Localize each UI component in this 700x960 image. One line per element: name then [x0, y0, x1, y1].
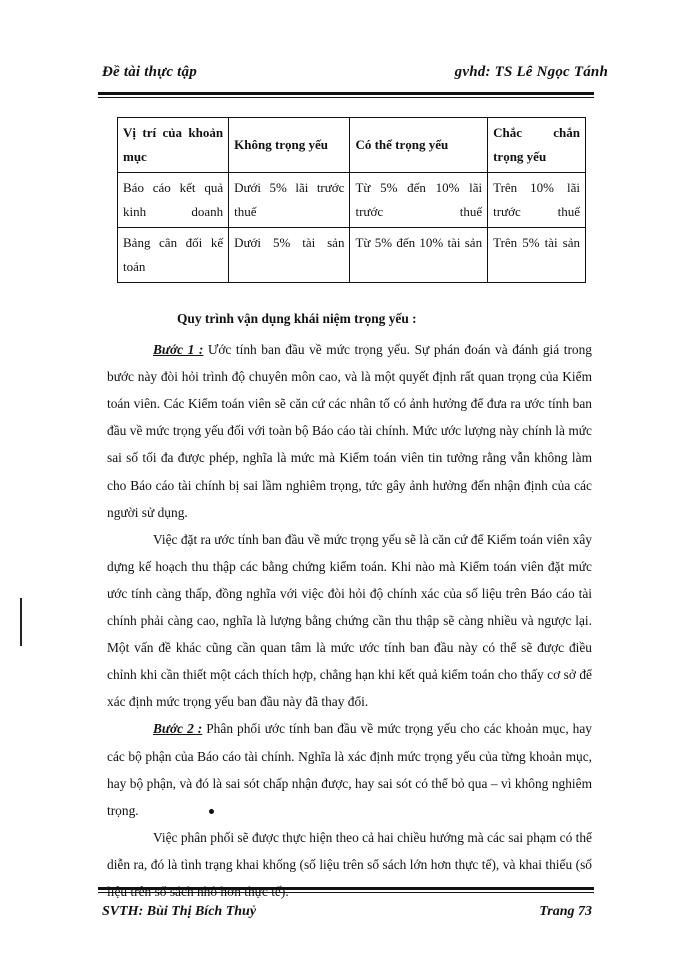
step-2-label: Bước 2 :	[153, 721, 203, 737]
table-cell: Trên 10% lãi trước thuế	[488, 173, 586, 228]
table-cell: Báo cáo kết quả kinh doanh	[118, 173, 229, 228]
header-rule	[98, 92, 594, 95]
header-advisor: gvhd: TS Lê Ngọc Tánh	[454, 64, 608, 80]
table-header-cell: Chắc chắn trọng yếu	[488, 118, 586, 173]
footer-rule	[98, 887, 594, 890]
table-cell: Bảng cân đối kế toán	[118, 228, 229, 283]
table-row	[118, 173, 586, 228]
body-text	[107, 305, 592, 905]
footer-page-number: Trang 73	[539, 904, 592, 919]
table-cell: Dưới 5% lãi trước thuế	[229, 173, 350, 228]
step-1-text: Ước tính ban đầu về mức trọng yếu. Sự phán đoán và đánh giá trong bước này đòi hỏi trình độ chuyên môn cao, và là một quyết định rất quan trọng của Kiểm toán viên. Các Kiểm toán viên sẽ căn cứ các nhân tố có ảnh hưởng để đưa ra ước tính ban đầu về mức trọng yếu đối với toàn bộ Báo cáo tài chính. Mức ước lượng này chính là mức sai số tối đa được phép, nghĩa là mức mà Kiểm toán viên tin tưởng rằng vẫn không làm cho Báo cáo tài chính bị sai lầm nghiêm trọng, tức gây ảnh hưởng đến nhận định của các người sử dụng.	[107, 342, 593, 520]
scan-margin-mark	[20, 598, 22, 646]
paragraph: Việc đặt ra ước tính ban đầu về mức trọng yếu sẽ là căn cứ để Kiểm toán viên xây dựng kế hoạch thu thập các bằng chứng kiểm toán. Khi nào mà Kiểm toán viên đặt mức ước tính càng thấp, đồng nghĩa với việc đòi hỏi độ chính xác của số liệu trên Báo cáo tài chính phải càng cao, nghĩa là lượng bằng chứng cần thu thập sẽ càng nhiều và ngược lại. Một vấn đề khác cũng cần quan tâm là mức ước tính ban đầu này có thể sẽ được điều chỉnh khi cần thiết một cách thích hợp, chẳng hạn khi kết quả kiểm toán cho thấy cơ sở để xác định mức trọng yếu ban đầu này đã thay đổi.	[107, 531, 592, 710]
footer-student: SVTH: Bùi Thị Bích Thuỷ	[102, 904, 257, 919]
step-1-label: Bước 1 :	[153, 342, 204, 358]
table-cell: Từ 5% đến 10% lãi trước thuế	[350, 173, 488, 228]
table-row	[118, 228, 586, 283]
footer-rule-thin	[98, 892, 594, 893]
table-cell: Dưới 5% tài sản	[229, 228, 350, 283]
paragraph: Việc phân phối sẽ được thực hiện theo cả hai chiều hướng mà các sai phạm có thể diễn ra, đó là tình trạng khai khống (số liệu trên sổ sách lớn hơn thực tế), và khai thiếu (số	[107, 829, 592, 872]
table-cell: Trên 5% tài sản	[488, 228, 586, 283]
step-2-text: Phân phối ước tính ban đầu về mức trọng yếu cho các khoản mục, hay các bộ phận của Báo cáo tài chính. Nghĩa là xác định mức trọng yếu của từng khoản mục, hay bộ phận, và đó là sai sót chấp nhận được, hay sai sót có thể bỏ qua – vì không nghiêm trọng.	[107, 721, 592, 818]
stray-dot	[209, 809, 214, 814]
table-header-cell: Có thể trọng yếu	[350, 118, 488, 173]
header-rule-thin	[98, 97, 594, 98]
step-2-paragraph	[107, 715, 592, 823]
header-topic: Đề tài thực tập	[102, 64, 197, 80]
step-1-paragraph	[107, 336, 592, 526]
materiality-table	[117, 117, 586, 283]
table-cell: Từ 5% đến 10% tài sản	[350, 228, 488, 283]
table-header-row	[118, 118, 586, 173]
table-header-cell: Vị trí của khoản mục	[118, 118, 229, 173]
section-title: Quy trình vận dụng khái niệm trọng yếu :	[177, 311, 417, 326]
table-header-cell: Không trọng yếu	[229, 118, 350, 173]
